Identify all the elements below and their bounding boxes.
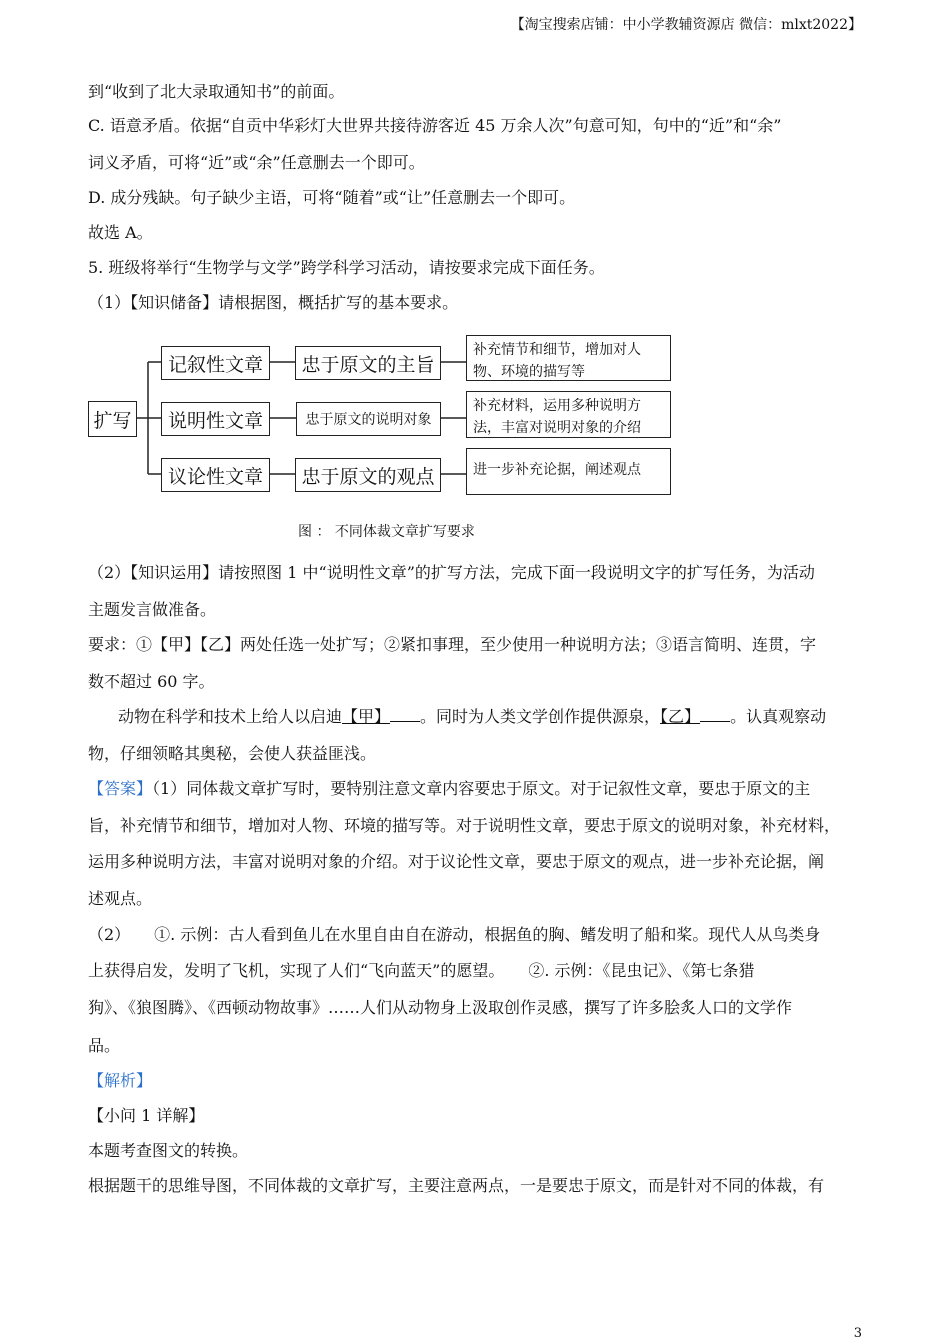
requirements: 要求：①【甲】【乙】两处任选一处扩写；②紧扣事理，至少使用一种说明方法；③语言简明、连贯，字: [88, 635, 817, 654]
blank-label-jia: 【甲】: [342, 707, 391, 726]
question-5-part-1: （1）【知识储备】请根据图，概括扩写的基本要求。: [88, 293, 459, 312]
diagram-principle-narrative: 忠于原文的主旨: [295, 346, 441, 380]
text-line: D. 成分残缺。句子缺少主语，可将“随着”或“让”任意删去一个即可。: [88, 188, 576, 207]
diagram-genre-narrative: 记叙性文章: [161, 346, 270, 380]
passage-text: 。同时为人类文学创作提供源泉，: [420, 707, 661, 726]
text-line: 词义矛盾，可将“近”或“余”任意删去一个即可。: [88, 153, 425, 172]
blank-jia: [390, 707, 420, 722]
text-line: 到“收到了北大录取通知书”的前面。: [88, 82, 345, 101]
page-number: 3: [853, 1326, 862, 1341]
passage-text: 动物在科学和技术上给人以启迪: [118, 707, 343, 726]
text-line: 物，仔细领略其奥秘，会使人获益匪浅。: [88, 744, 377, 763]
page-header: 【淘宝搜索店铺：中小学教辅资源店 微信：mlxt2022】: [510, 17, 862, 33]
text-line: 根据题干的思维导图，不同体裁的文章扩写，主要注意两点，一是要忠于原文，而是针对不同的体裁，有: [88, 1176, 825, 1195]
passage-line: [118, 707, 862, 727]
diagram-principle-expository: 忠于原文的说明对象: [296, 402, 441, 436]
question-5: 5. 班级将举行“生物学与文学”跨学科学习活动，请按要求完成下面任务。: [88, 258, 605, 277]
diagram-genre-expository: 说明性文章: [161, 402, 270, 436]
passage-text: 。认真观察动: [730, 707, 827, 726]
text-line: （2） ①. 示例：古人看到鱼儿在水里自由自在游动，根据鱼的胸、鳍发明了船和桨。现代人从鸟类身: [88, 925, 821, 944]
text-line: 主题发言做准备。: [88, 600, 217, 619]
text-line: 品。: [88, 1036, 121, 1055]
answer-text: （1）同体裁文章扩写时，要特别注意文章内容要忠于原文。对于记叙性文章，要忠于原文的主: [152, 779, 811, 798]
question-5-part-2: （2）【知识运用】请按照图 1 中“说明性文章”的扩写方法，完成下面一段说明文字的扩写任务，为活动: [88, 563, 815, 582]
blank-label-yi: 【乙】: [660, 707, 701, 726]
diagram-root: 扩写: [88, 401, 137, 437]
text-line: 述观点。: [88, 889, 153, 908]
diagram-method-expository: 补充材料，运用多种说明方法，丰富对说明对象的介绍: [466, 391, 671, 438]
text-line: 狗》、《狼图腾》、《西顿动物故事》……人们从动物身上汲取创作灵感，撰写了许多脍炙人口的文学作: [88, 998, 793, 1017]
diagram-caption: 图 ： 不同体裁文章扩写要求: [298, 524, 475, 540]
sub-question-heading: 【小问 1 详解】: [88, 1106, 205, 1125]
text-line: 上获得启发，发明了飞机，实现了人们“飞向蓝天”的愿望。 ②. 示例：《昆虫记》、《第七条猎: [88, 961, 755, 980]
text-line: 运用多种说明方法，丰富对说明对象的介绍。对于议论性文章，要忠于原文的观点，进一步补充论据，阐: [88, 852, 825, 871]
text-line: 旨，补充情节和细节，增加对人物、环境的描写等。对于说明性文章，要忠于原文的说明对象，补充材料，: [88, 816, 841, 835]
text-line: 故选 A。: [88, 223, 153, 242]
mind-map-diagram: [88, 333, 678, 503]
diagram-genre-argumentative: 议论性文章: [161, 458, 270, 492]
diagram-principle-argumentative: 忠于原文的观点: [295, 458, 441, 492]
text-line: 数不超过 60 字。: [88, 672, 215, 691]
text-line: C. 语意矛盾。依据“自贡中华彩灯大世界共接待游客近 45 万余人次”句意可知，句中的“近”和“余”: [88, 116, 782, 135]
answer-line: [88, 779, 862, 799]
answer-label: 【答案】: [88, 779, 153, 798]
diagram-method-argumentative: 进一步补充论据，阐述观点: [466, 448, 671, 495]
analysis-label: 【解析】: [88, 1071, 153, 1090]
blank-yi: [700, 707, 730, 722]
text-line: 本题考查图文的转换。: [88, 1141, 249, 1160]
diagram-method-narrative: 补充情节和细节，增加对人物、环境的描写等: [466, 335, 671, 381]
